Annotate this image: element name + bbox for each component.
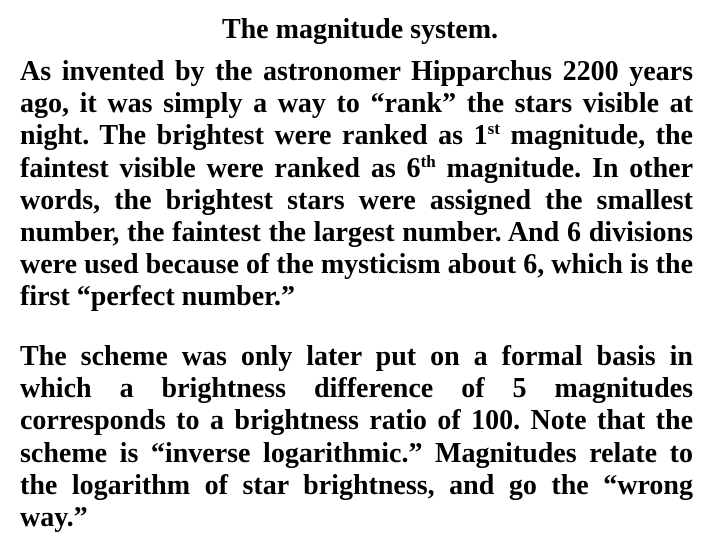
paragraph1-text-part1: As invented by the astronomer Hipparchus 2200 years ago, it was simply a way to “rank” the stars visible at night. The brightest were ranked as 1 bbox=[20, 56, 693, 152]
slide-title: The magnitude system. bbox=[221, 14, 499, 45]
paragraph1-text-part3: magnitude. In other words, the brightest stars were assigned the smallest number, the faintest the largest number. And 6 divisions were used because of the mysticism about 6, which is the first “perfect number.” bbox=[20, 152, 693, 313]
paragraph-hipparchus bbox=[20, 56, 693, 314]
paragraph1-text-part2: magnitude, the faintest visible were ranked as 6 bbox=[20, 120, 693, 184]
superscript-st: st bbox=[487, 119, 500, 139]
paragraph-formal-basis: The scheme was only later put on a formal basis in which a brightness difference of 5 magnitudes corresponds to a brightness ratio of 100. Note that the scheme is “inverse logarithmic.” Magnitudes relate to the logarithm of star brightness, and go the “wrong way.” bbox=[20, 341, 693, 534]
superscript-th: th bbox=[420, 151, 436, 171]
